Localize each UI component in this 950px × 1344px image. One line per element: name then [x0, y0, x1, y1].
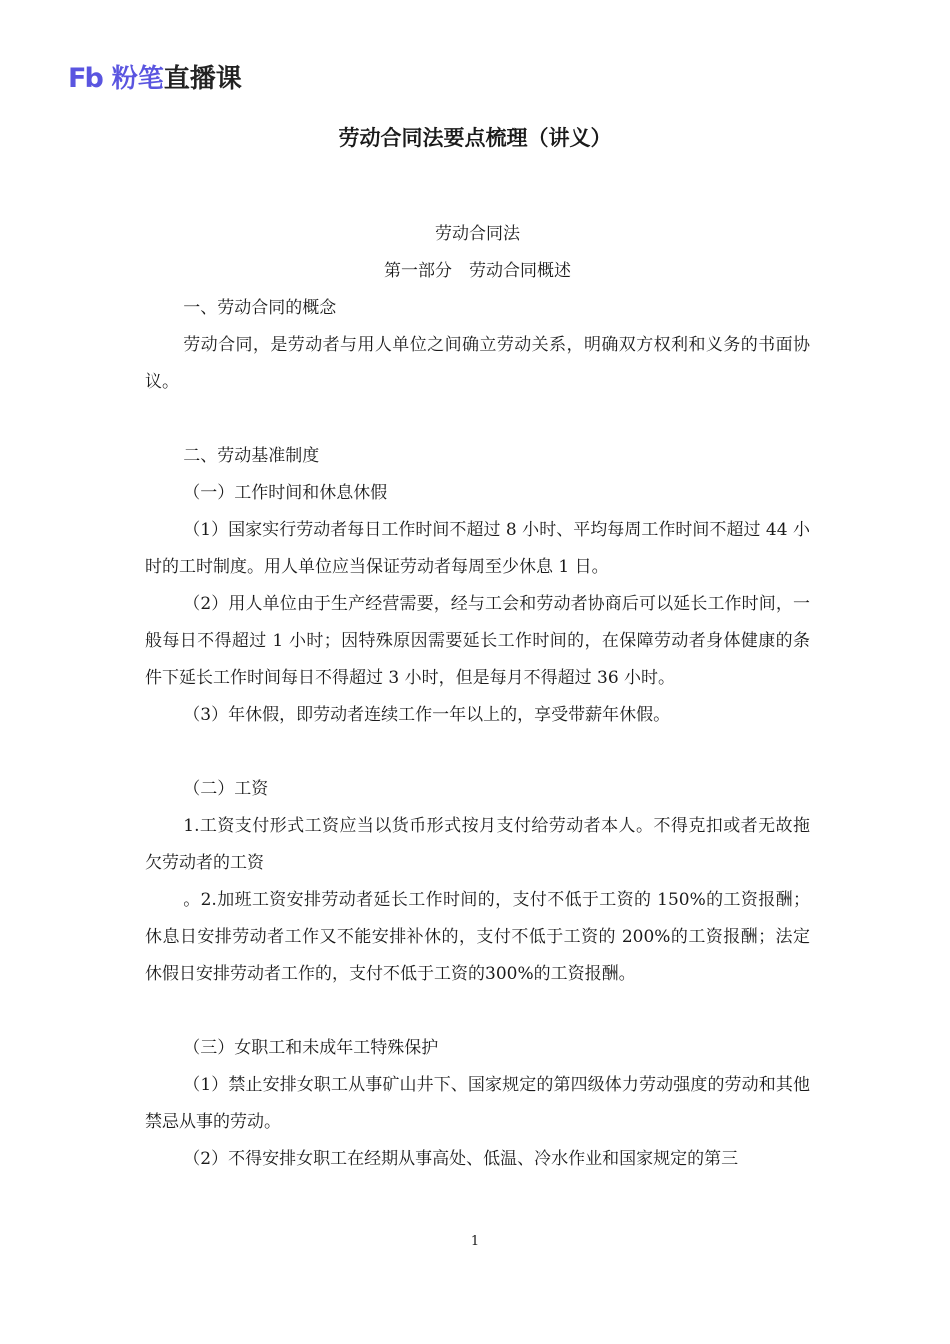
paragraph: （2）用人单位由于生产经营需要，经与工会和劳动者协商后可以延长工作时间，一般每日不得超过 1 小时；因特殊原因需要延长工作时间的，在保障劳动者身体健康的条件下延长工作时间每日不得超过 3 小时，但是每月不得超过 36 小时。	[145, 594, 810, 688]
spacer	[145, 734, 810, 771]
spacer	[145, 993, 810, 1030]
page-number: 1	[470, 1234, 480, 1249]
brand-logo	[68, 62, 242, 96]
subsection-heading: （三）女职工和未成年工特殊保护	[183, 1038, 439, 1058]
subsection-heading: （一）工作时间和休息休假	[183, 483, 388, 503]
paragraph: （1）国家实行劳动者每日工作时间不超过 8 小时、平均每周工作时间不超过 44 小时的工时制度。用人单位应当保证劳动者每周至少休息 1 日。	[145, 520, 810, 577]
brand-name-part1: 粉笔	[111, 64, 164, 94]
paragraph: 劳动合同，是劳动者与用人单位之间确立劳动关系，明确双方权利和义务的书面协议。	[145, 335, 810, 392]
paragraph: （3）年休假，即劳动者连续工作一年以上的，享受带薪年休假。	[183, 705, 671, 725]
section-heading: 二、劳动基准制度	[183, 446, 320, 466]
section-heading: 一、劳动合同的概念	[183, 298, 337, 318]
spacer	[145, 401, 810, 438]
paragraph: （1）禁止安排女职工从事矿山井下、国家规定的第四级体力劳动强度的劳动和其他禁忌从事的劳动。	[145, 1075, 810, 1132]
brand-name-part2: 直播课	[163, 64, 242, 94]
brand-name	[112, 62, 242, 96]
part-heading: 第一部分 劳动合同概述	[384, 261, 571, 281]
paragraph: 。2.加班工资安排劳动者延长工作时间的，支付不低于工资的 150%的工资报酬；休息日安排劳动者工作又不能安排补休的，支付不低于工资的 200%的工资报酬；法定休假日安排劳动者工作的，支付不低于工资的300%的工资报酬。	[145, 890, 810, 984]
subsection-heading: （二）工资	[183, 779, 269, 799]
document-title: 劳动合同法要点梳理（讲义）	[338, 126, 612, 150]
paragraph: 1.工资支付形式工资应当以货币形式按月支付给劳动者本人。不得克扣或者无故拖欠劳动者的工资	[145, 816, 810, 873]
document-body	[145, 216, 810, 1178]
brand-mark-icon: Fb	[68, 63, 102, 94]
law-name: 劳动合同法	[435, 224, 520, 244]
paragraph: （2）不得安排女职工在经期从事高处、低温、冷水作业和国家规定的第三	[183, 1149, 739, 1169]
